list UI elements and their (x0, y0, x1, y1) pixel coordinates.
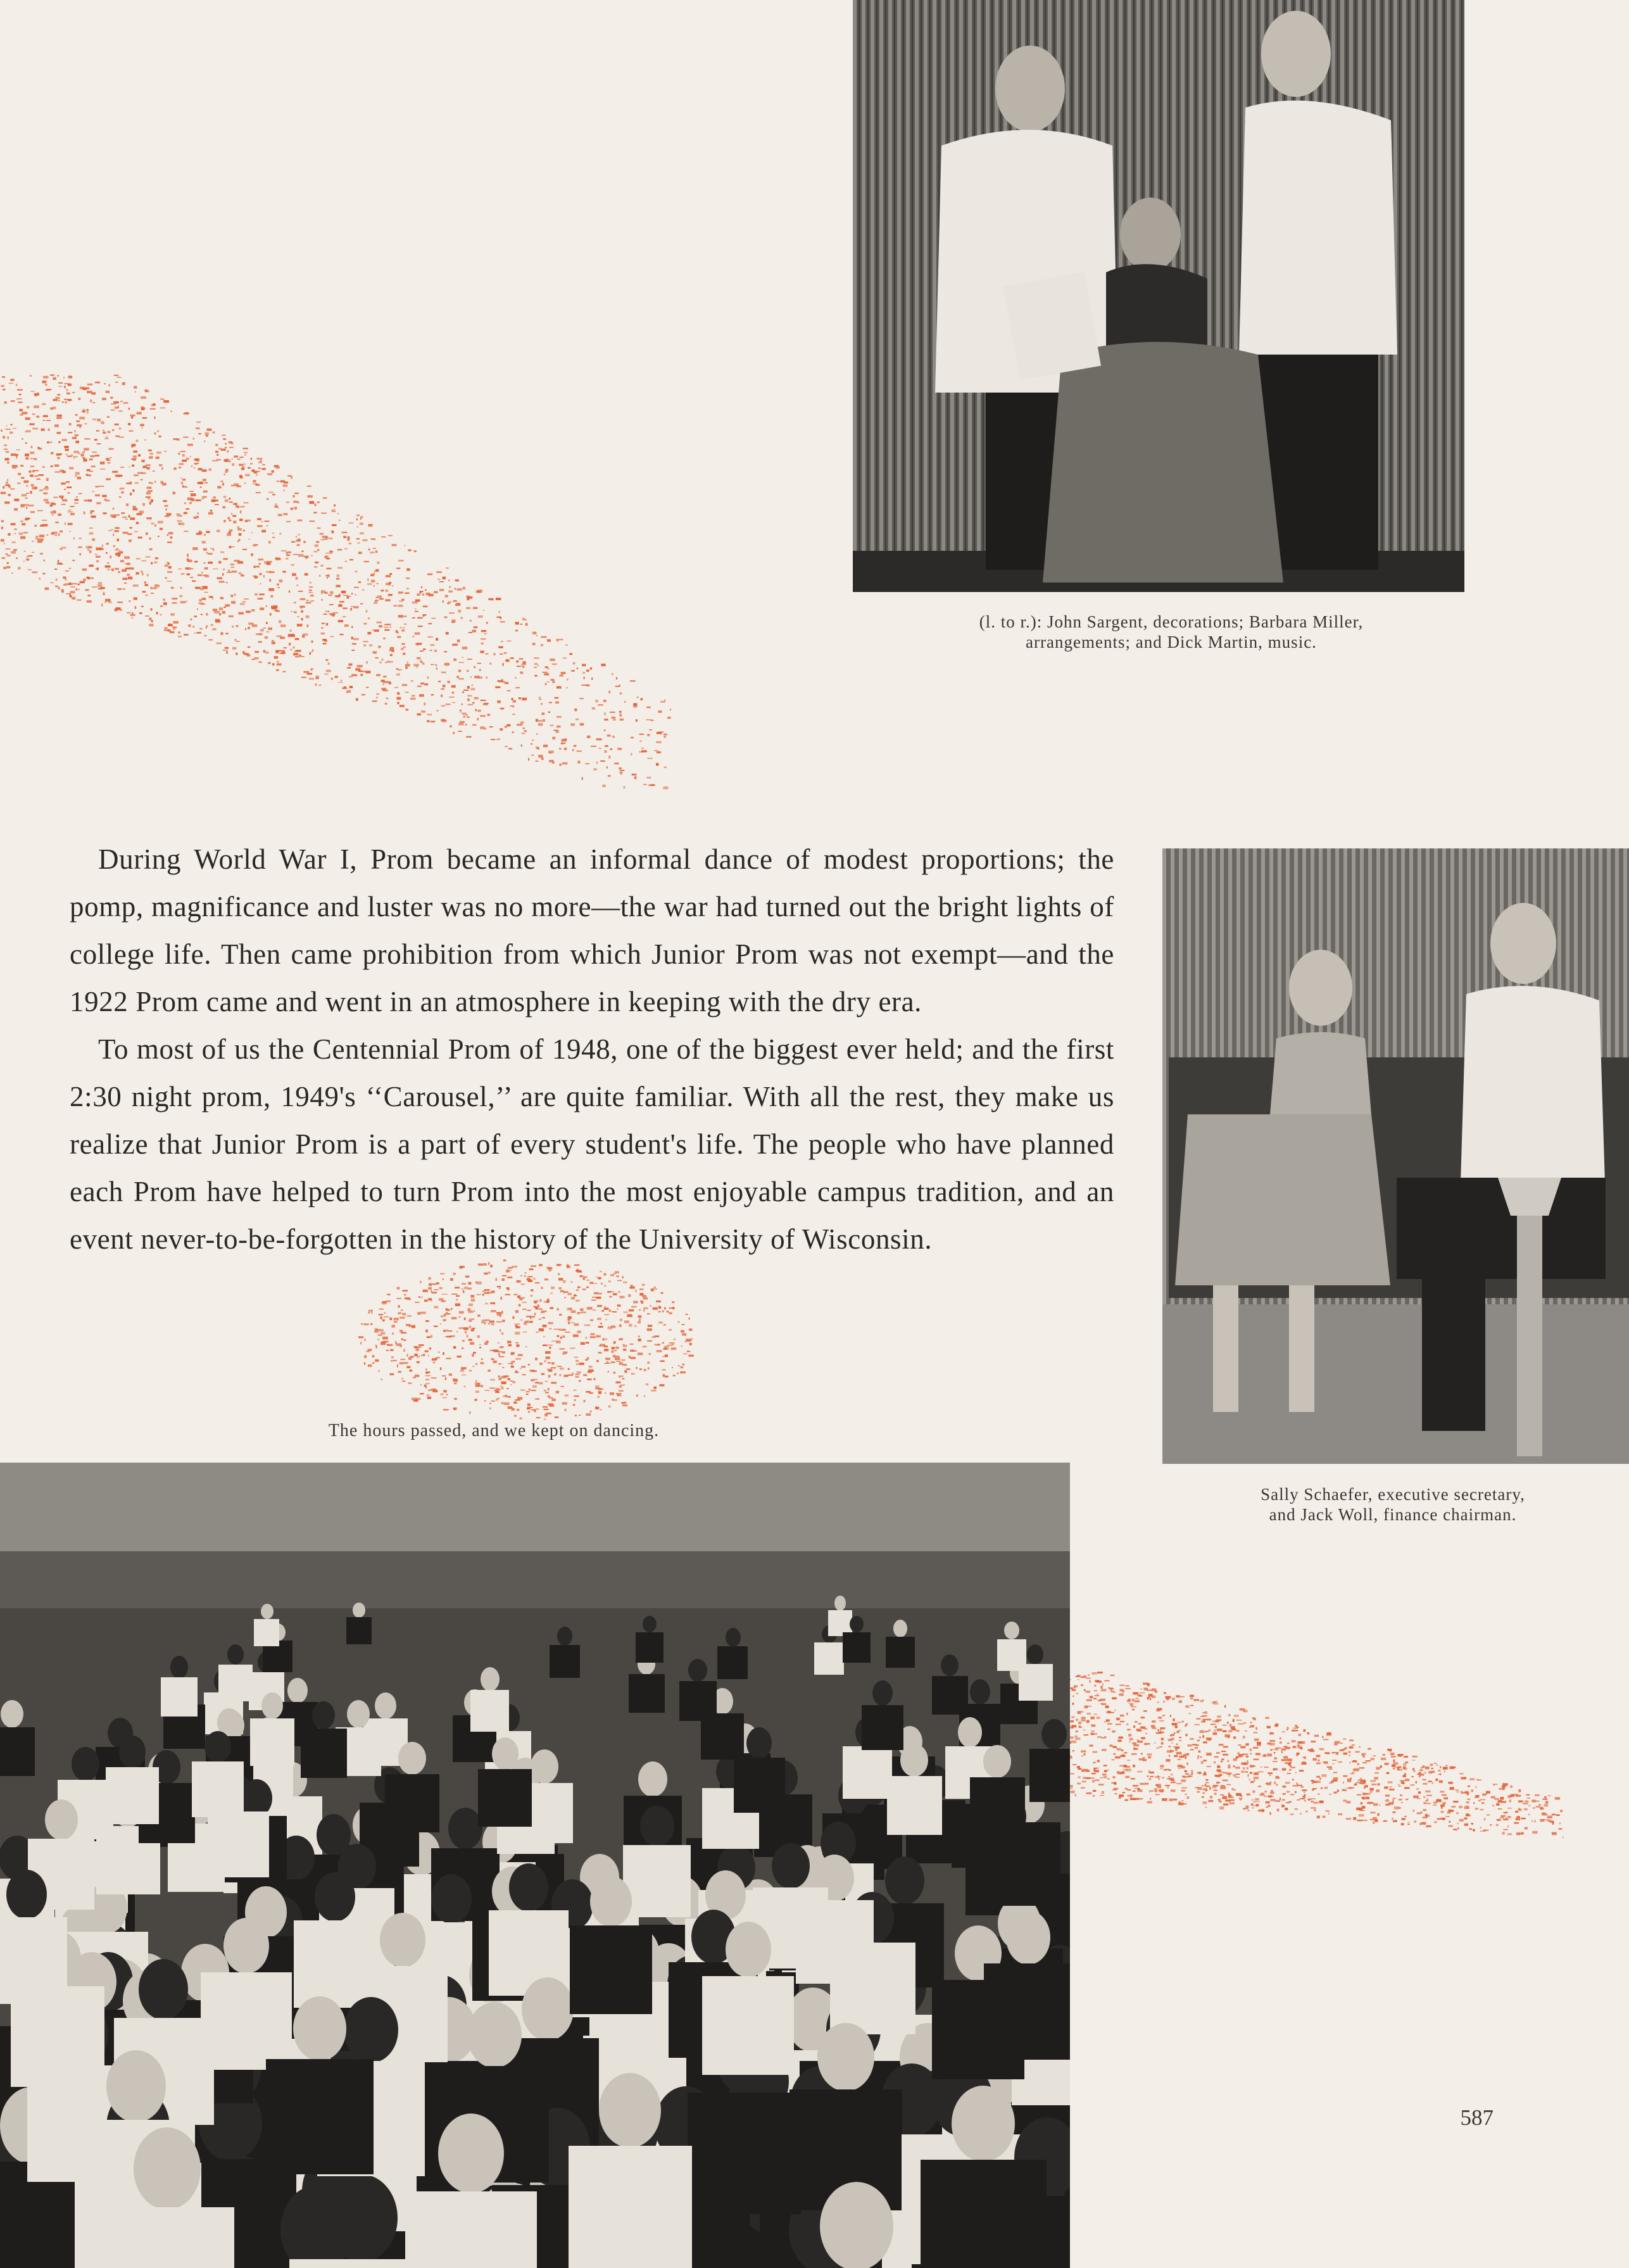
orange-spatter-right (1045, 1672, 1564, 1881)
couple-photo (1162, 848, 1629, 1464)
committee-trio-photo (853, 0, 1464, 592)
couple-caption-line-2: and Jack Woll, finance chairman. (1269, 1505, 1517, 1524)
article-paragraph-2: To most of us the Centennial Prom of 1948, one of the biggest ever held; and the first 2:30 night prom, 1949's ‘‘Carousel,’’ are quite familiar. With all the rest, they make us realize that Junior Prom is a part of every student's life. The people who have planned each Prom have helped to turn Prom into the most enjoyable campus tradition, and an event never-to-be-forgotten in the history of the University of Wisconsin. (70, 1033, 1114, 1255)
orange-spatter-middle (355, 1254, 734, 1444)
page-number: 587 (1460, 2105, 1494, 2130)
article-paragraph-1: During World War I, Prom became an informal dance of modest proportions; the pomp, magnificance and luster was no more—the war had turned out the bright lights of college life. Then came prohibition from which Junior Prom was not exempt—and the 1922 Prom came and went in an atmosphere in keeping with the dry era. (70, 843, 1114, 1017)
couple-caption (1190, 1484, 1595, 1525)
orange-spatter-left (0, 374, 671, 798)
dance-floor-photo (0, 1463, 1070, 2268)
committee-trio-caption-line-2: arrangements; and Dick Martin, music. (1026, 633, 1317, 652)
dance-floor-caption (291, 1421, 696, 1441)
dance-floor-caption-text: The hours passed, and we kept on dancing. (328, 1421, 660, 1440)
article-body (70, 836, 1114, 1263)
committee-trio-caption (886, 612, 1456, 652)
committee-trio-caption-line-1: (l. to r.): John Sargent, decorations; Barbara Miller, (979, 612, 1364, 631)
couple-caption-line-1: Sally Schaefer, executive secretary, (1261, 1485, 1525, 1504)
